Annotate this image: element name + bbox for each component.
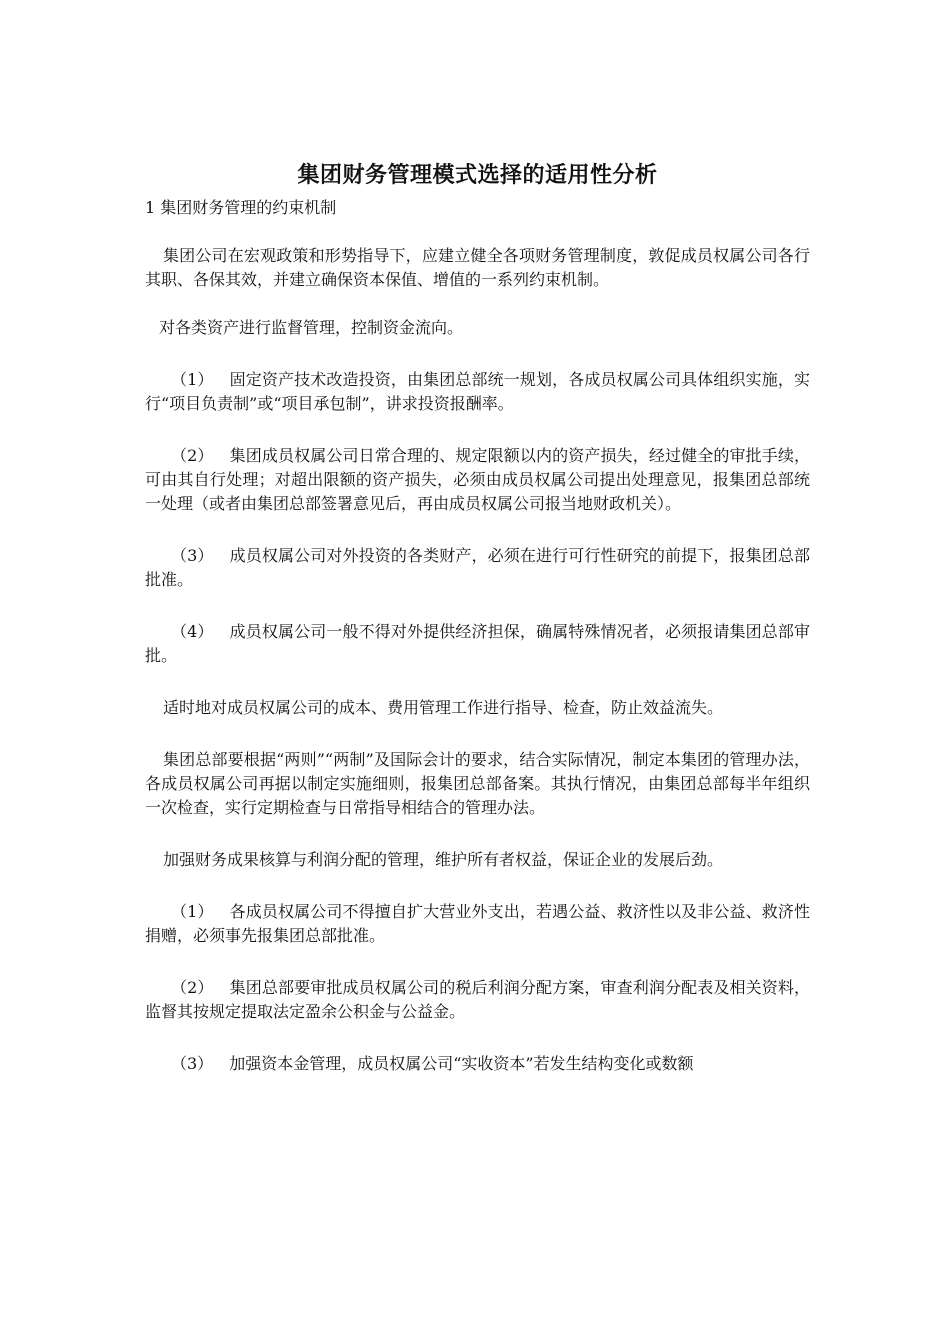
paragraph: [145, 748, 810, 820]
paragraph: [145, 848, 810, 872]
item-number: （3）: [171, 1054, 214, 1073]
numbered-paragraph: [145, 368, 810, 416]
paragraph: [145, 696, 810, 720]
paragraph-text: 加强资本金管理，成员权属公司“实收资本”若发生结构变化或数额: [229, 1054, 694, 1073]
item-number: （1）: [171, 902, 214, 921]
paragraph-text: 加强财务成果核算与利润分配的管理，维护所有者权益，保证企业的发展后劲。: [163, 850, 724, 869]
numbered-paragraph: [145, 976, 810, 1024]
numbered-paragraph: [145, 544, 810, 592]
paragraph-text: 成员权属公司对外投资的各类财产，必须在进行可行性研究的前提下，报集团总部批准。: [145, 546, 810, 589]
paragraph-text: 适时地对成员权属公司的成本、费用管理工作进行指导、检查，防止效益流失。: [163, 698, 724, 717]
numbered-paragraph: [145, 1052, 810, 1076]
item-number: （2）: [171, 446, 214, 465]
paragraph: [145, 244, 810, 292]
document-body: [145, 156, 810, 1076]
paragraph: [145, 316, 810, 340]
item-number: （2）: [171, 978, 214, 997]
paragraph-text: 对各类资产进行监督管理，控制资金流向。: [159, 318, 464, 337]
paragraph-text: 成员权属公司一般不得对外提供经济担保，确属特殊情况者，必须报请集团总部审批。: [145, 622, 810, 665]
paragraph-text: 集团成员权属公司日常合理的、规定限额以内的资产损失，经过健全的审批手续，可由其自行处理；对超出限额的资产损失，必须由成员权属公司提出处理意见，报集团总部统一处理（或者由集团总部签署意见后，再由成员权属公司报当地财政机关）。: [145, 446, 810, 513]
numbered-paragraph: [145, 620, 810, 668]
numbered-paragraph: [145, 900, 810, 948]
paragraph-text: 集团总部要审批成员权属公司的税后利润分配方案，审查利润分配表及相关资料，监督其按规定提取法定盈余公积金与公益金。: [145, 978, 810, 1021]
item-number: （1）: [171, 370, 214, 389]
item-number: （4）: [171, 622, 214, 641]
paragraph-text: 集团总部要根据“两则”“两制”及国际会计的要求，结合实际情况，制定本集团的管理办法，各成员权属公司再据以制定实施细则，报集团总部备案。其执行情况，由集团总部每半年组织一次检查，实行定期检查与日常指导相结合的管理办法。: [145, 750, 810, 817]
section-heading: 1 集团财务管理的约束机制: [145, 198, 337, 217]
item-number: （3）: [171, 546, 214, 565]
numbered-paragraph: [145, 444, 810, 516]
document-title: 集团财务管理模式选择的适用性分析: [297, 163, 658, 188]
paragraph-text: 集团公司在宏观政策和形势指导下，应建立健全各项财务管理制度，敦促成员权属公司各行其职、各保其效，并建立确保资本保值、增值的一系列约束机制。: [145, 246, 810, 289]
paragraph-text: 各成员权属公司不得擅自扩大营业外支出，若遇公益、救济性以及非公益、救济性捐赠，必须事先报集团总部批准。: [145, 902, 810, 945]
paragraph-text: 固定资产技术改造投资，由集团总部统一规划，各成员权属公司具体组织实施，实行“项目负责制”或“项目承包制”，讲求投资报酬率。: [145, 370, 810, 413]
